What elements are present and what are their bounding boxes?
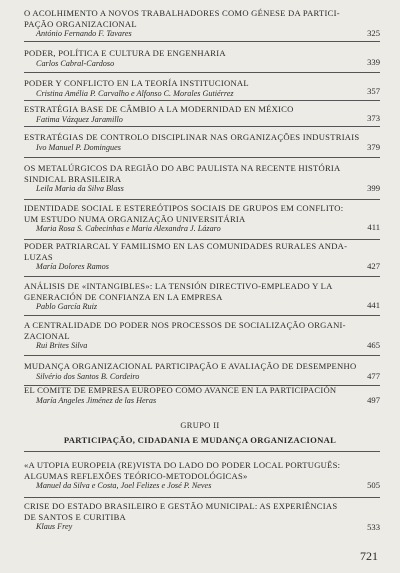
toc-entry bbox=[24, 501, 380, 532]
entry-page-number: 379 bbox=[367, 142, 380, 152]
entry-page-number: 357 bbox=[367, 86, 380, 96]
entry-author: Pablo García Ruiz bbox=[36, 302, 98, 311]
entry-page-number: 497 bbox=[367, 395, 380, 405]
entry-title: MUDANÇA ORGANIZACIONAL PARTICIPAÇÃO E AVALIAÇÃO DE DESEMPENHO bbox=[24, 361, 357, 371]
entry-page-number: 441 bbox=[367, 300, 380, 310]
entry-title: PODER Y CONFLICTO EN LA TEORÍA INSTITUCIONAL bbox=[24, 78, 249, 88]
divider bbox=[24, 41, 380, 42]
toc-entry bbox=[24, 281, 380, 312]
divider bbox=[24, 126, 380, 127]
entry-page-number: 505 bbox=[367, 480, 380, 490]
entry-title: «A UTOPIA EUROPEIA (RE)VISTA DO LADO DO PODER LOCAL PORTUGUÊS: ALGUMAS REFLEXÕES TEÓRICO-METODOLÓGICAS» bbox=[24, 460, 341, 481]
entry-title: EL COMITE DE EMPRESA EUROPEO COMO AVANCE EN LA PARTICIPACIÓN bbox=[24, 385, 337, 395]
entry-author: Cristina Amélia P. Carvalho e Alfonso C. Morales Gutiérrez bbox=[36, 88, 234, 98]
entry-title: ESTRATÉGIAS DE CONTROLO DISCIPLINAR NAS ORGANIZAÇÕES INDUSTRIAIS bbox=[24, 132, 360, 142]
group-title: PARTICIPAÇÃO, CIDADANIA E MUDANÇA ORGANIZACIONAL bbox=[63, 435, 337, 445]
entry-author: Fatima Vázquez Jaramillo bbox=[36, 114, 123, 124]
entry-title: O ACOLHIMENTO A NOVOS TRABALHADORES COMO GÉNESE DA PARTICI- PAÇÃO ORGANIZACIONAL bbox=[24, 8, 340, 29]
entry-author: María Angeles Jiménez de las Heras bbox=[36, 395, 157, 405]
entry-author: María Dolores Ramos bbox=[36, 262, 109, 271]
divider bbox=[24, 451, 380, 452]
entry-title: ESTRATÉGIA BASE DE CÂMBIO A LA MODERNIDAD EN MÉXICO bbox=[24, 104, 294, 114]
entry-author: Maria Rosa S. Cabecinhas e Maria Alexandra J. Lázaro bbox=[36, 224, 221, 233]
divider bbox=[24, 100, 380, 101]
entry-author: Ivo Manuel P. Domingues bbox=[36, 142, 121, 152]
entry-author: Silvério dos Santos B. Cordeiro bbox=[36, 371, 140, 381]
entry-page-number: 325 bbox=[367, 28, 380, 38]
entry-page-number: 339 bbox=[367, 57, 380, 67]
divider bbox=[24, 276, 380, 277]
divider bbox=[24, 355, 380, 356]
divider bbox=[24, 199, 380, 200]
toc-entry bbox=[24, 385, 380, 406]
toc-entry bbox=[24, 8, 380, 39]
entry-author: Carlos Cabral-Cardoso bbox=[36, 58, 115, 68]
toc-entry bbox=[24, 104, 380, 125]
toc-entry bbox=[24, 460, 380, 491]
toc-entry bbox=[24, 320, 380, 351]
divider bbox=[24, 497, 380, 498]
divider bbox=[24, 239, 380, 240]
entry-title: CRISE DO ESTADO BRASILEIRO E GESTÃO MUNICIPAL: AS EXPERIÊNCIAS DE SANTOS E CURITIBA bbox=[24, 501, 338, 522]
entry-title: PODER PATRIARCAL Y FAMILISMO EN LAS COMUNIDADES RURALES ANDA- LUZAS bbox=[24, 241, 348, 262]
entry-page-number: 373 bbox=[367, 113, 380, 123]
toc-entry bbox=[24, 361, 380, 382]
entry-author: Manuel da Silva e Costa, Joel Felizes e José P. Neves bbox=[36, 481, 212, 490]
entry-author: Klaus Frey bbox=[36, 522, 73, 531]
divider bbox=[24, 72, 380, 73]
entry-author: António Fernando F. Tavares bbox=[36, 29, 132, 38]
entry-page-number: 427 bbox=[367, 261, 380, 271]
toc-entry bbox=[24, 48, 380, 69]
toc-entry bbox=[24, 203, 380, 234]
entry-page-number: 399 bbox=[367, 183, 380, 193]
divider bbox=[24, 157, 380, 158]
entry-page-number: 465 bbox=[367, 340, 380, 350]
toc-entry bbox=[24, 132, 380, 153]
entry-author: Leila Maria da Silva Blass bbox=[36, 184, 124, 193]
entry-title: OS METALÚRGICOS DA REGIÃO DO ABC PAULISTA NA RECENTE HISTÓRIA SINDICAL BRASILEIRA bbox=[24, 163, 341, 184]
entry-page-number: 533 bbox=[367, 522, 380, 532]
entry-page-number: 411 bbox=[367, 222, 380, 232]
page-number: 721 bbox=[360, 549, 378, 563]
entry-title: ANÁLISIS DE «INTANGIBLES»: LA TENSIÓN DIRECTIVO-EMPLEADO Y LA GENERACIÓN DE CONFIANZA EN LA EMPRESA bbox=[24, 281, 333, 302]
toc-entry bbox=[24, 241, 380, 272]
entry-page-number: 477 bbox=[367, 371, 380, 381]
entry-title: IDENTIDADE SOCIAL E ESTEREÓTIPOS SOCIAIS DE GRUPOS EM CONFLITO: UM ESTUDO NUMA ORGANIZAÇÃO UNIVERSITÁRIA bbox=[24, 203, 344, 224]
group-label: GRUPO II bbox=[180, 421, 220, 430]
toc-entry bbox=[24, 78, 380, 99]
entry-author: Rui Brites Silva bbox=[36, 341, 88, 350]
divider bbox=[24, 315, 380, 316]
entry-title: A CENTRALIDADE DO PODER NOS PROCESSOS DE SOCIALIZAÇÃO ORGANI- ZACIONAL bbox=[24, 320, 346, 341]
toc-entry bbox=[24, 163, 380, 194]
entry-title: PODER, POLÍTICA E CULTURA DE ENGENHARIA bbox=[24, 48, 226, 58]
